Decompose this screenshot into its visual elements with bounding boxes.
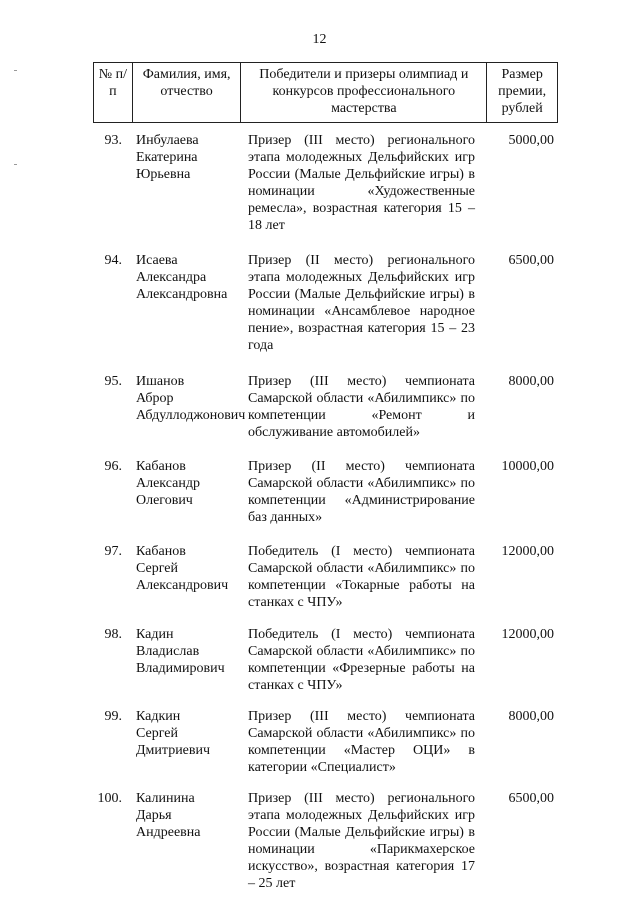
first-name: Дарья: [136, 808, 172, 823]
row-amount: 8000,00: [508, 709, 554, 724]
row-name: [132, 790, 242, 892]
surname: Кабанов: [136, 544, 186, 559]
row-achievement: Призер (III место) регионального этапа молодежных Дельфийских игр России (Малые Дельфийские игры) в номинации «Парикмахерское искусство», возрастная категория 17 – 25 лет: [248, 791, 475, 891]
surname: Кадин: [136, 627, 174, 642]
row-name: [132, 252, 242, 354]
surname: Калинина: [136, 791, 195, 806]
surname: Инбулаева: [136, 133, 199, 148]
first-name: Екатерина: [136, 150, 198, 165]
row-name: [132, 458, 242, 526]
row-achievement: Призер (III место) регионального этапа молодежных Дельфийских игр России (Малые Дельфийские игры) в номинации «Художественные ремесла», возрастная категория 15 – 18 лет: [248, 133, 475, 233]
table-row: [93, 458, 558, 526]
row-amount: 10000,00: [501, 459, 554, 474]
margin-mark: [14, 164, 17, 165]
row-name: [132, 543, 242, 611]
row-amount: 12000,00: [501, 544, 554, 559]
row-amount: 5000,00: [508, 133, 554, 148]
row-amount: 6500,00: [508, 253, 554, 268]
row-achievement: Победитель (I место) чемпионата Самарской области «Абилимпикс» по компетенции «Токарные работы на станках с ЧПУ»: [248, 544, 475, 610]
patronymic: Андреевна: [136, 825, 201, 840]
row-name: [132, 132, 242, 234]
first-name: Владислав: [136, 644, 200, 659]
first-name: Александр: [136, 476, 200, 491]
row-amount: 6500,00: [508, 791, 554, 806]
patronymic: Юрьевна: [136, 167, 191, 182]
row-num: 97.: [104, 544, 122, 559]
table-row: [93, 252, 558, 354]
row-achievement: Призер (II место) регионального этапа молодежных Дельфийских игр России (Малые Дельфийские игры) в номинации «Ансамблевое народное пение», возрастная категория 15 – 23 года: [248, 253, 475, 353]
awards-table: [93, 62, 558, 892]
surname: Ишанов: [136, 374, 185, 389]
row-amount: 8000,00: [508, 374, 554, 389]
first-name: Аброр: [136, 391, 174, 406]
surname: Кабанов: [136, 459, 186, 474]
patronymic: Абдуллоджонович: [136, 408, 246, 423]
patronymic: Александрович: [136, 578, 229, 593]
header-achievement: Победители и призеры олимпиад и конкурсов профессионального мастерства: [241, 63, 487, 122]
row-amount: 12000,00: [501, 627, 554, 642]
header-name: Фамилия, имя, отчество: [133, 63, 242, 122]
row-num: 95.: [104, 374, 122, 389]
patronymic: Дмитриевич: [136, 743, 211, 758]
patronymic: Владимирович: [136, 661, 225, 676]
table-row: [93, 132, 558, 234]
row-name: [132, 373, 246, 441]
first-name: Сергей: [136, 726, 178, 741]
surname: Исаева: [136, 253, 178, 268]
row-achievement: Призер (III место) чемпионата Самарской области «Абилимпикс» по компетенции «Ремонт и обслуживание автомобилей»: [248, 374, 475, 440]
row-num: 96.: [104, 459, 122, 474]
table-header: [93, 62, 558, 123]
margin-mark: [14, 70, 17, 71]
patronymic: Олегович: [136, 493, 193, 508]
row-num: 100.: [97, 791, 122, 806]
row-num: 98.: [104, 627, 122, 642]
row-num: 93.: [104, 133, 122, 148]
row-num: 99.: [104, 709, 122, 724]
table-row: [93, 626, 558, 694]
row-name: [132, 626, 242, 694]
first-name: Александра: [136, 270, 207, 285]
table-row: [93, 543, 558, 611]
page-number: 12: [312, 32, 327, 47]
row-num: 94.: [104, 253, 122, 268]
surname: Кадкин: [136, 709, 181, 724]
table-row: [93, 708, 558, 776]
patronymic: Александровна: [136, 287, 228, 302]
header-num: № п/п: [94, 63, 133, 122]
table-row: [93, 373, 558, 441]
row-name: [132, 708, 242, 776]
row-achievement: Победитель (I место) чемпионата Самарской области «Абилимпикс» по компетенции «Фрезерные работы на станках с ЧПУ»: [248, 627, 475, 693]
row-achievement: Призер (III место) чемпионата Самарской области «Абилимпикс» по компетенции «Мастер ОЦИ» в категории «Специалист»: [248, 709, 475, 775]
table-row: [93, 790, 558, 892]
first-name: Сергей: [136, 561, 178, 576]
row-achievement: Призер (II место) чемпионата Самарской области «Абилимпикс» по компетенции «Администрирование баз данных»: [248, 459, 475, 525]
header-amount: Размер премии, рублей: [498, 67, 547, 116]
